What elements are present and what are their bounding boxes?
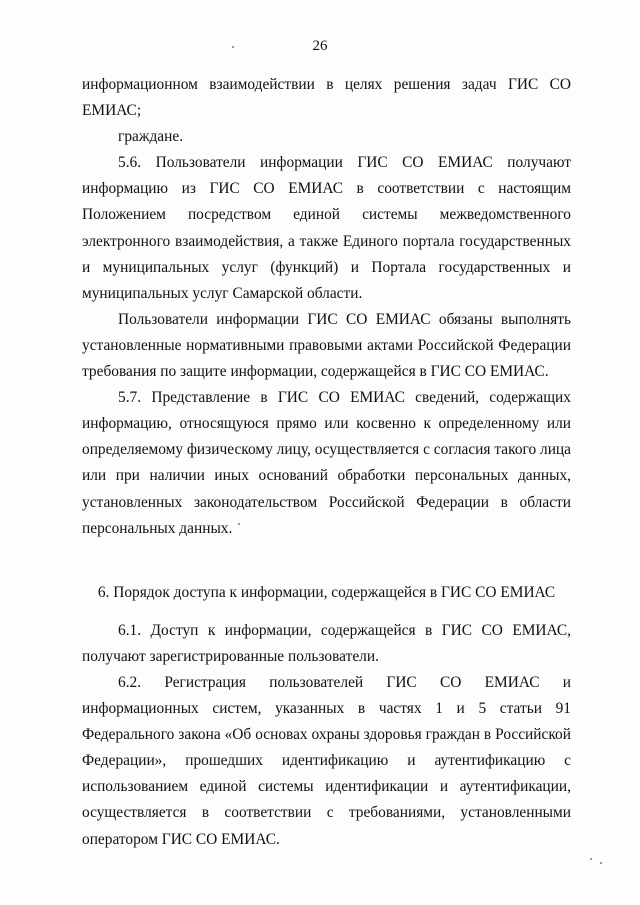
page-number: 26 [312,38,328,54]
paragraph-citizens: граждане. [118,128,184,146]
paragraph-6-2: 6.2. Регистрация пользователей ГИС СО ЕМИАС и информационных систем, указанных в частях 1 и 5 статьи 91 Федерального закона «Об основах охраны здоровья граждан в Российской Федерации», прошедших идентификацию и аутентификацию с использованием единой системы идентификации и аутентификации, осуществляется в соответствии с требованиями, установленными оператором ГИС СО ЕМИАС. [82,673,571,848]
paragraph-6-1: 6.1. Доступ к информации, содержащейся в ГИС СО ЕМИАС, получают зарегистрированные пользователи. [82,621,571,665]
scan-dot [238,523,240,525]
document-body [82,72,571,853]
paragraph-5-7: 5.7. Представление в ГИС СО ЕМИАС сведений, содержащих информацию, относящуюся прямо или косвенно к определенному или определяемому физическому лицу, осуществляется с согласия такого лица или при наличии иных оснований обработки персональных данных, установленных законодательством Российской Федерации в области персональных данных. [82,389,571,537]
scan-dot [600,862,602,864]
paragraph-5-6: 5.6. Пользователи информации ГИС СО ЕМИАС получают информацию из ГИС СО ЕМИАС в соответствии с настоящим Положением посредством единой системы межведомственного электронного взаимодействия, а также Единого портала государственных и муниципальных услуг (функций) и Портала государственных и муниципальных услуг Самарской области. [82,154,571,302]
paragraph-continuation: информационном взаимодействии в целях решения задач ГИС СО ЕМИАС; [82,76,571,120]
scan-dot [590,858,592,860]
section-6-title: 6. Порядок доступа к информации, содержащейся в ГИС СО ЕМИАС [97,583,556,601]
scan-dot [232,46,234,48]
paragraph-users-obligations: Пользователи информации ГИС СО ЕМИАС обязаны выполнять установленные нормативными правовыми актами Российской Федерации требования по защите информации, содержащейся в ГИС СО ЕМИАС. [82,310,571,381]
